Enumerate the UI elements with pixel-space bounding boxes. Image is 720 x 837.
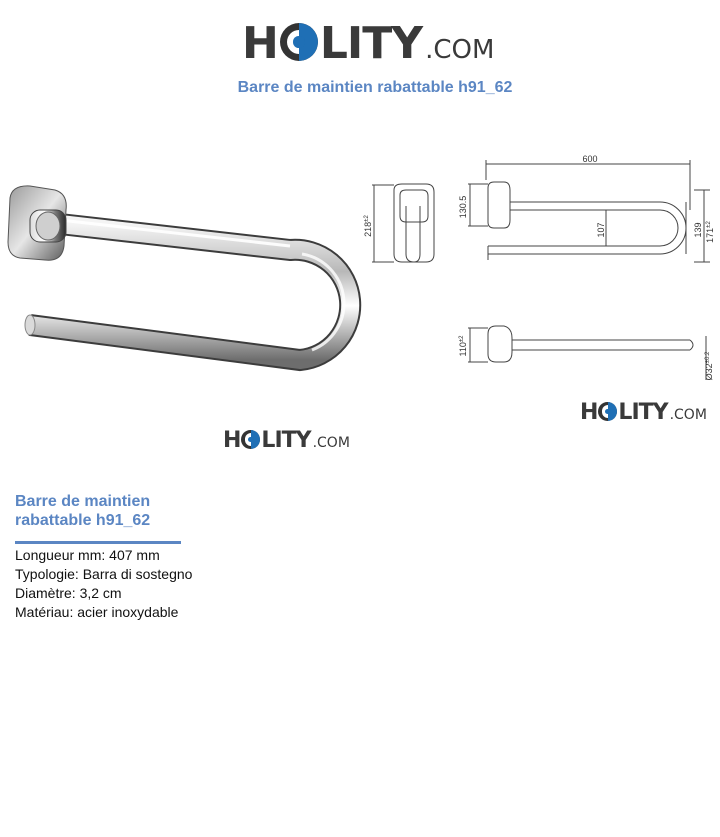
spec-typology: Typologie: Barra di sostegno [15,566,193,582]
dim-top-total: $171^{\pm 2}$ [705,221,715,243]
logo-o-icon [598,402,617,421]
logo-o-icon [241,430,260,449]
logo-letters: LITY [261,428,311,453]
dim-top-outer: 139 [693,222,703,238]
brand-logo-small [223,428,350,453]
dim-side-height: $218^{\pm 2}$ [363,215,373,237]
product-heading-line2: rabattable h91_62 [15,512,151,529]
logo-letters: LITY [618,400,668,425]
product-heading [15,492,215,530]
spec-length: Longueur mm: 407 mm [15,547,160,563]
logo-suffix: .COM [312,435,350,451]
dim-bottom-mount: $110^{\pm 2}$ [458,335,468,357]
spec-material: Matériau: acier inoxydable [15,604,179,620]
page-title: Barre de maintien rabattable h91_62 [237,79,513,96]
dim-top-length: 600 [582,154,598,164]
product-photo [0,180,360,380]
product-heading-line1: Barre de maintien [15,493,151,510]
logo-suffix: .COM [425,35,495,65]
logo-letters: LITY [319,18,423,69]
brand-logo-small-drawing [580,400,707,425]
logo-letter-h: H [242,18,278,69]
logo-letter-h: H [580,400,598,425]
technical-drawing [360,150,720,390]
dim-tube-diameter: $Ø32^{\pm 0.2}$ [704,351,714,381]
logo-o-icon [280,23,318,61]
dim-top-mount-height: 130.5 [458,195,468,219]
heading-underline [15,541,181,544]
brand-logo[interactable] [242,18,494,69]
logo-suffix: .COM [669,407,707,423]
logo-letter-h: H [223,428,241,453]
dim-top-inner: 107 [596,222,606,238]
spec-list [15,546,192,622]
spec-diameter: Diamètre: 3,2 cm [15,585,122,601]
